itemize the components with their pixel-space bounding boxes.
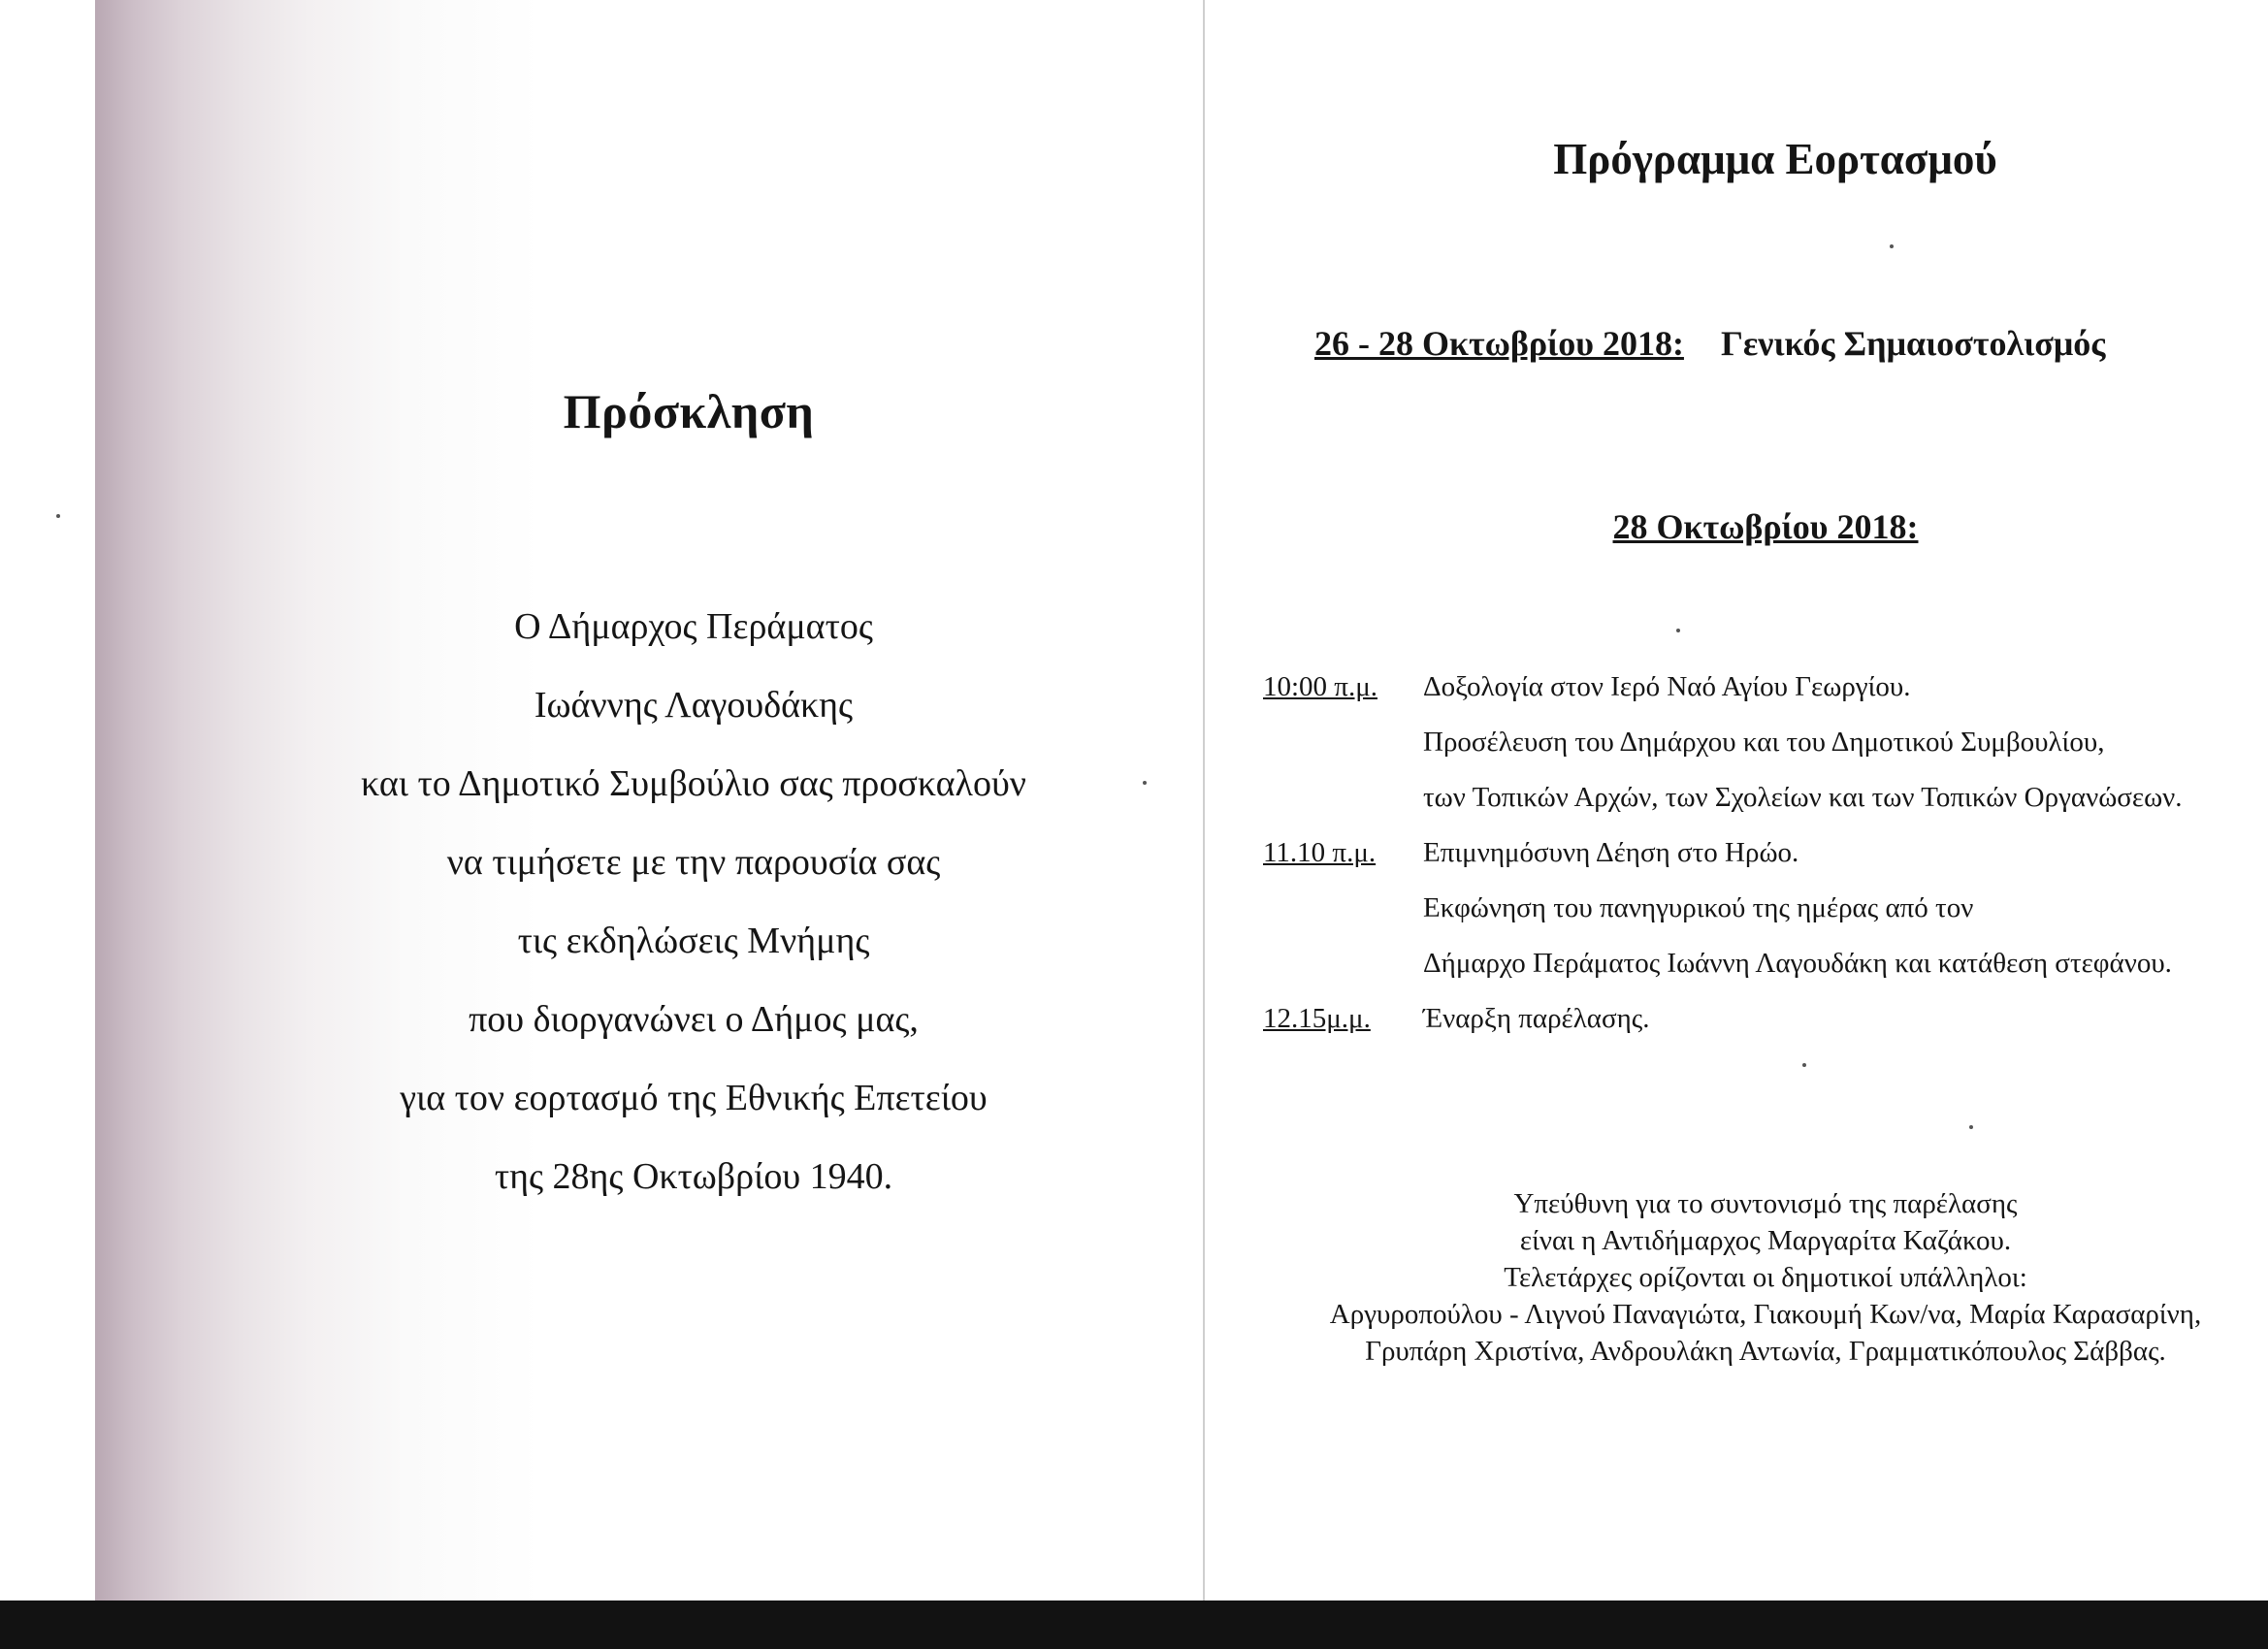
invitation-line: τις εκδηλώσεις Μνήμης [517,921,870,961]
schedule-row [1263,832,2262,888]
scan-speck [56,514,60,518]
coordination-line: Υπεύθυνη για το συντονισμό της παρέλασης [1513,1188,2018,1219]
day-heading: 28 Οκτωβρίου 2018: [1612,507,1919,546]
invitation-body [233,597,1154,1225]
invitation-line: Ιωάννης Λαγουδάκης [534,685,854,726]
coordination-line: Γρυπάρη Χριστίνα, Ανδρουλάκη Αντωνία, Γραμματικόπουλος Σάββας. [1365,1336,2166,1367]
schedule-row [1263,888,2262,943]
schedule-text: Έναρξη παρέλασης. [1423,1003,1650,1034]
schedule-text: Προσέλευση του Δημάρχου και του Δημοτικού Συμβουλίου, [1423,727,2105,758]
invitation-line: της 28ης Οκτωβρίου 1940. [494,1156,893,1197]
scan-speck [1969,1125,1973,1129]
scan-speck [1676,629,1680,632]
schedule-text: των Τοπικών Αρχών, των Σχολείων και των Τοπικών Οργανώσεων. [1423,782,2183,813]
general-date: 26 - 28 Οκτωβρίου 2018: [1314,324,1684,363]
scan-speck [1143,781,1147,785]
schedule-row [1263,722,2262,777]
invitation-line: να τιμήσετε με την παρουσία σας [446,842,941,883]
program-title: Πρόγραμμα Εορτασμού [1553,135,1997,183]
general-text: Γενικός Σημαιοστολισμός [1720,324,2106,363]
schedule-text: Δοξολογία στον Ιερό Ναό Αγίου Γεωργίου. [1423,671,1911,702]
schedule-row [1263,666,2262,722]
general-decoration-row [1314,323,2265,364]
schedule-row [1263,943,2262,998]
schedule-row [1263,777,2262,832]
coordination-line: είναι η Αντιδήμαρχος Μαργαρίτα Καζάκου. [1519,1225,2012,1256]
coordination-line: Τελετάρχες ορίζονται οι δημοτικοί υπάλληλοι: [1504,1262,2027,1293]
schedule-time: 11.10 π.μ. [1263,837,1377,868]
schedule-time: 10:00 π.μ. [1263,671,1377,702]
scan-speck [1802,1063,1806,1067]
coordination-notice [1271,1185,2260,1370]
schedule-time: 12.15μ.μ. [1263,1003,1371,1034]
invitation-line: για τον εορτασμό της Εθνικής Επετείου [400,1078,988,1118]
invitation-line: Ο Δήμαρχος Περάματος [514,606,873,647]
scanner-bottom-edge [0,1600,2268,1649]
schedule-text: Δήμαρχο Περάματος Ιωάννη Λαγουδάκη και κατάθεση στεφάνου. [1423,948,2172,979]
scan-border [0,0,95,1600]
invitation-line: που διοργανώνει ο Δήμος μας, [469,999,919,1040]
schedule-row [1263,998,2262,1053]
schedule-text: Επιμνημόσυνη Δέηση στο Ηρώο. [1423,837,1799,868]
coordination-line: Αργυροπούλου - Λιγνού Παναγιώτα, Γιακουμή Κων/να, Μαρία Καρασαρίνη, [1329,1299,2202,1330]
invitation-line: και το Δημοτικό Συμβούλιο σας προσκαλούν [361,763,1026,804]
scan-speck [1890,244,1894,248]
schedule-list [1263,666,2262,1053]
invitation-title: Πρόσκληση [563,384,815,438]
schedule-text: Εκφώνηση του πανηγυρικού της ημέρας από τον [1423,892,1974,923]
